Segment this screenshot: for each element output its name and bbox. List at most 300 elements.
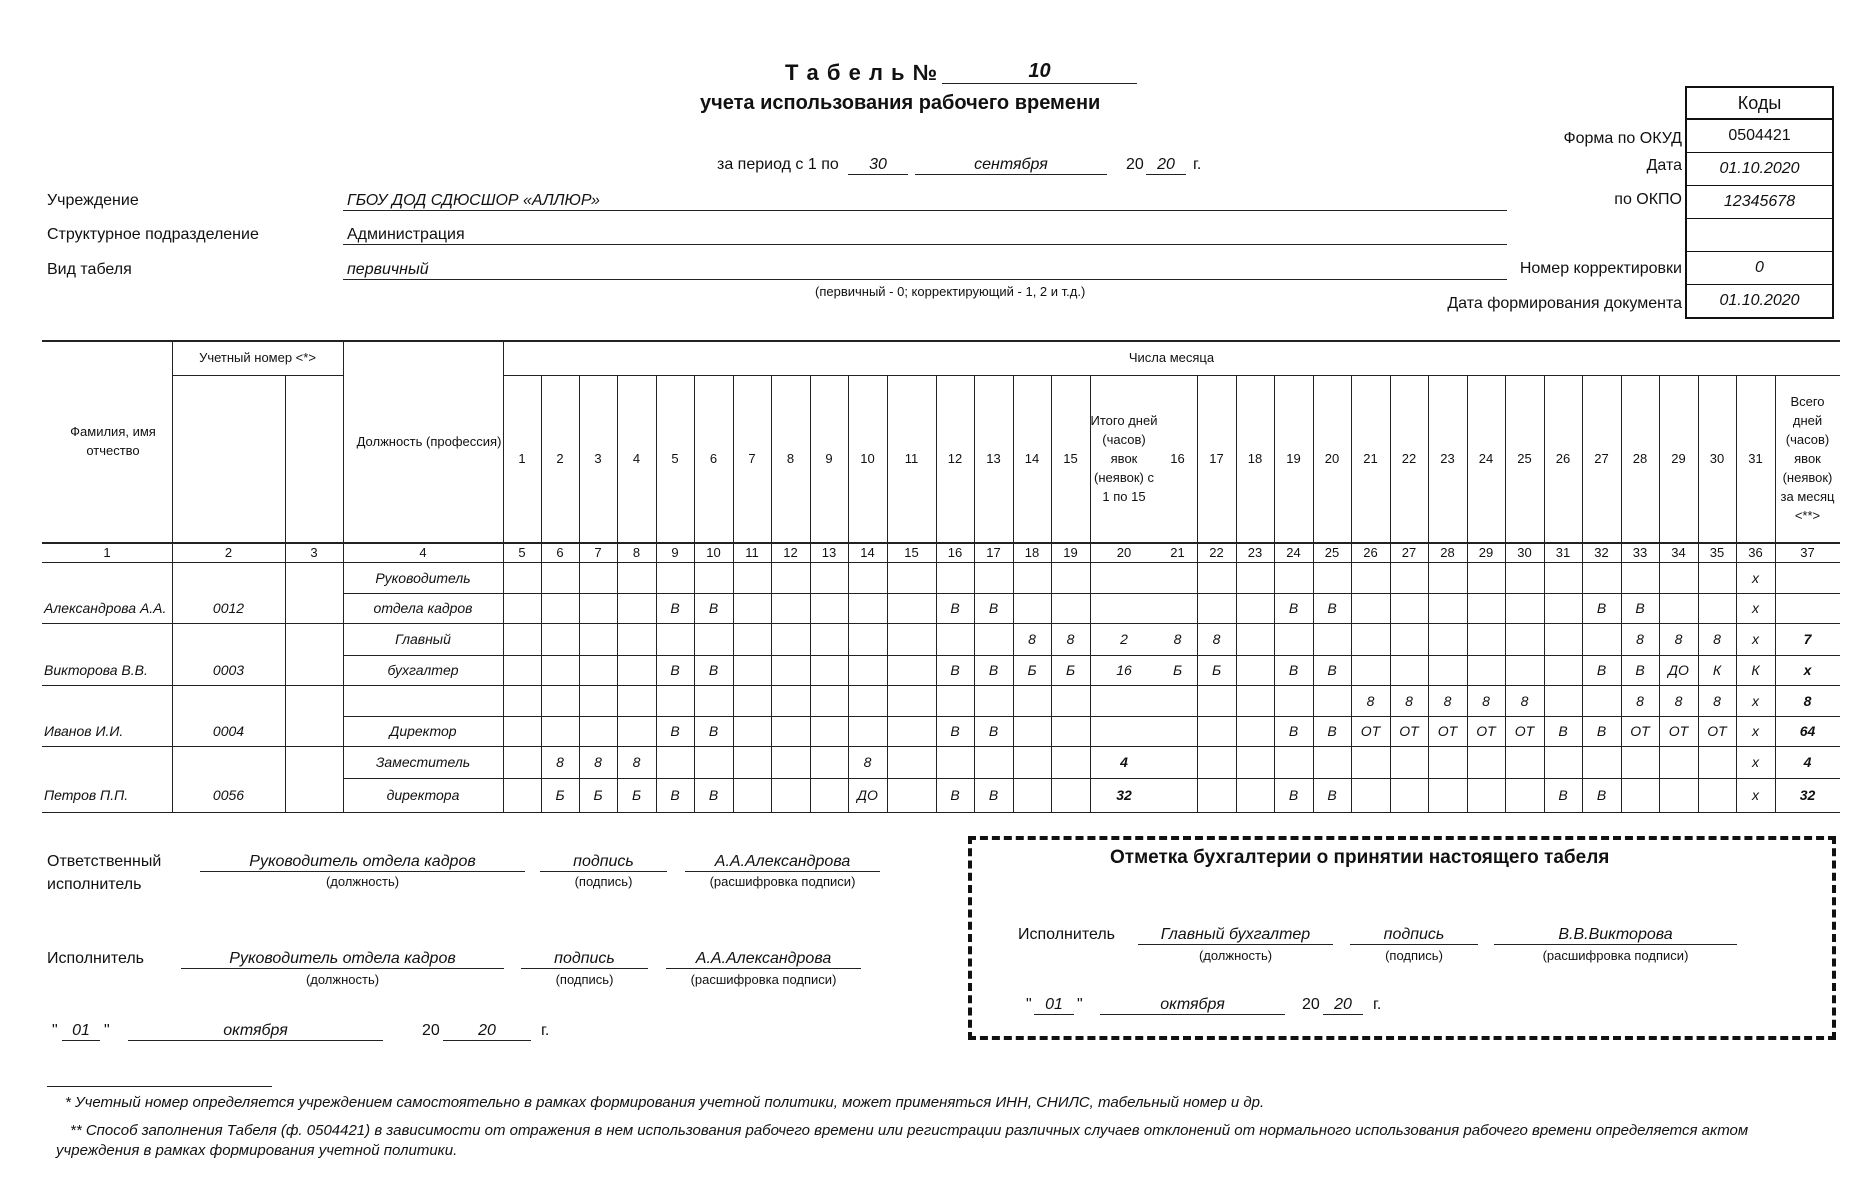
accounting-date-suffix: г. [1373, 996, 1382, 1013]
day-cell [694, 746, 733, 778]
day-header: 27 [1594, 451, 1609, 466]
employee-position: Руководитель [375, 569, 471, 586]
day-cell [771, 593, 810, 623]
exec-position-caption: (должность) [305, 972, 380, 987]
day-cell: В [988, 787, 999, 803]
day-cell: В [670, 662, 680, 678]
day-cell: x [1752, 569, 1759, 586]
day-cell [503, 655, 541, 685]
day-cell [1390, 746, 1428, 778]
day-cell [974, 685, 1013, 716]
day-cell [1236, 746, 1274, 778]
day-cell [1428, 593, 1467, 623]
day-cell [771, 685, 810, 716]
day-cell [1621, 562, 1659, 593]
day-cell [887, 623, 936, 655]
day-cell [1582, 746, 1621, 778]
column-number: 12 [783, 544, 798, 560]
day-cell [694, 623, 733, 655]
day-cell: 8 [594, 754, 602, 770]
day-cell: 8 [1636, 692, 1644, 709]
day-cell: В [1635, 662, 1645, 678]
day-header: 31 [1748, 451, 1763, 466]
subtotal-cell: 4 [1120, 754, 1128, 770]
day-header: 9 [825, 451, 833, 466]
day-cell [1236, 623, 1274, 655]
day-cell [617, 685, 656, 716]
day-cell: В [708, 662, 719, 678]
empty-code [1687, 219, 1832, 252]
day-cell: 32 [1799, 787, 1816, 803]
resp-label-2: исполнитель [47, 876, 142, 893]
day-cell: Б [1211, 662, 1222, 678]
column-header-total: Всего дней (часов) явок (неявок) за месяц <**> [1780, 394, 1835, 523]
day-cell [936, 562, 974, 593]
day-cell: В [988, 723, 999, 739]
day-header: 29 [1671, 451, 1686, 466]
resp-signature-caption: (подпись) [574, 874, 633, 889]
day-cell: В [708, 787, 719, 803]
day-cell [1621, 778, 1659, 812]
day-cell [887, 746, 936, 778]
day-cell [1158, 562, 1197, 593]
day-header: 6 [709, 451, 718, 466]
accounting-name: В.В.Викторова [1494, 926, 1737, 945]
day-cell [848, 685, 887, 716]
acc-date-quote-close: " [1077, 996, 1083, 1013]
day-cell: x [1752, 600, 1759, 616]
day-cell [771, 716, 810, 746]
day-cell [1236, 593, 1274, 623]
day-cell: 8 [1674, 692, 1683, 709]
date-quote-close: " [104, 1022, 110, 1039]
day-cell [1467, 623, 1505, 655]
day-cell: ОТ [1707, 723, 1727, 739]
day-cell: ДО [1668, 662, 1689, 678]
day-cell [1013, 778, 1051, 812]
day-cell [1013, 593, 1051, 623]
employee-account: 0004 [212, 723, 245, 739]
codes-box [1685, 86, 1834, 319]
day-cell: В [1288, 723, 1299, 739]
day-cell [541, 593, 579, 623]
day-cell [974, 562, 1013, 593]
day-cell [541, 623, 579, 655]
okud-value: 0504421 [1687, 120, 1832, 153]
day-cell: 8 [632, 754, 641, 770]
day-cell: В [988, 600, 999, 616]
day-cell [1428, 746, 1467, 778]
date-value: 01.10.2020 [1687, 153, 1832, 186]
day-cell [1274, 685, 1313, 716]
column-number: 35 [1709, 544, 1725, 560]
day-cell [1428, 655, 1467, 685]
resp-label-1: Ответственный [47, 853, 162, 870]
day-cell [1390, 593, 1428, 623]
day-cell: В [1596, 662, 1607, 678]
day-cell [617, 655, 656, 685]
day-cell: 8 [1482, 692, 1490, 709]
column-number: 26 [1363, 544, 1378, 560]
day-cell [1467, 746, 1505, 778]
day-cell [1390, 623, 1428, 655]
day-header: 21 [1363, 451, 1378, 466]
day-cell [1544, 655, 1582, 685]
day-cell: ОТ [1630, 723, 1650, 739]
day-cell: 64 [1799, 723, 1816, 739]
accounting-date-year: 20 [1323, 996, 1363, 1015]
day-header: 17 [1209, 451, 1224, 466]
day-cell: x [1752, 631, 1759, 647]
exec-signature-caption: (подпись) [555, 972, 614, 987]
day-cell [656, 562, 694, 593]
resp-name: А.А.Александрова [685, 853, 880, 872]
day-cell [733, 746, 771, 778]
day-cell: Б [1065, 662, 1076, 678]
day-cell [1051, 716, 1090, 746]
day-cell [1236, 685, 1274, 716]
day-cell [1313, 562, 1351, 593]
accounting-position: Главный бухгалтер [1138, 926, 1333, 945]
day-cell: 8 [1520, 692, 1529, 709]
day-header: 26 [1555, 451, 1571, 466]
day-cell [848, 623, 887, 655]
day-header: 16 [1170, 451, 1185, 466]
sign-date-suffix: г. [541, 1022, 550, 1039]
okud-label: Форма по ОКУД [1563, 130, 1682, 147]
employee-position: директора [386, 787, 460, 803]
day-cell: 8 [1366, 692, 1375, 709]
column-number: 4 [419, 544, 427, 560]
day-cell [1775, 593, 1840, 623]
day-cell: В [1558, 787, 1568, 803]
day-cell [1274, 623, 1313, 655]
day-cell [1013, 562, 1051, 593]
column-number: 18 [1024, 544, 1040, 560]
day-cell [810, 655, 848, 685]
employee-name: Петров П.П. [44, 787, 129, 803]
day-cell: 8 [1443, 692, 1452, 709]
accounting-position-caption: (должность) [1198, 948, 1273, 963]
day-cell: В [708, 600, 719, 616]
day-cell [1013, 746, 1051, 778]
day-cell: 8 [1803, 692, 1812, 709]
day-cell [694, 562, 733, 593]
day-cell [1544, 562, 1582, 593]
day-cell: Б [555, 787, 565, 803]
day-header: 5 [671, 451, 679, 466]
day-header: 28 [1632, 451, 1648, 466]
day-cell [810, 562, 848, 593]
day-cell [733, 562, 771, 593]
day-cell [733, 623, 771, 655]
day-cell [579, 562, 617, 593]
accounting-date-day: 01 [1034, 996, 1074, 1015]
day-cell [1158, 716, 1197, 746]
day-cell [1236, 778, 1274, 812]
day-cell [733, 685, 771, 716]
column-number: 34 [1671, 544, 1686, 560]
day-cell: В [708, 723, 719, 739]
day-cell [810, 746, 848, 778]
day-cell [503, 562, 541, 593]
day-cell [1158, 778, 1197, 812]
day-cell [541, 685, 579, 716]
footnote-divider [47, 1086, 272, 1087]
column-header-account: Учетный номер <*> [199, 350, 316, 365]
day-cell: 8 [1173, 631, 1182, 647]
date-quote-open: " [52, 1022, 58, 1039]
day-cell: В [950, 600, 960, 616]
day-cell [579, 655, 617, 685]
day-cell: ОТ [1514, 723, 1535, 739]
employee-position: Заместитель [375, 754, 471, 770]
day-cell [810, 778, 848, 812]
day-cell [848, 562, 887, 593]
footnote-2: ** Способ заполнения Табеля (ф. 0504421) в зависимости от отражения в нем использования рабочего времени или регистрации различных случаев отклонений от нормального использования рабочего времени определяется актом учреждения в рамках формирования учетной политики. [56, 1122, 1749, 1159]
day-cell [1197, 562, 1236, 593]
day-cell [503, 716, 541, 746]
exec-signature: подпись [521, 950, 648, 969]
day-cell [771, 623, 810, 655]
column-number: 6 [556, 544, 564, 560]
sign-date-year-prefix: 20 [422, 1022, 440, 1039]
day-header: 3 [594, 451, 602, 466]
day-cell [1544, 623, 1582, 655]
institution-label: Учреждение [47, 192, 139, 209]
day-cell [1659, 562, 1698, 593]
day-cell: x [1803, 662, 1812, 678]
column-number: 27 [1401, 544, 1417, 560]
column-number: 8 [632, 544, 641, 560]
day-cell: В [670, 723, 680, 739]
day-cell [1582, 562, 1621, 593]
subtotal-cell [1090, 593, 1158, 623]
day-cell [810, 623, 848, 655]
day-cell [1236, 716, 1274, 746]
day-cell [887, 655, 936, 685]
day-cell [656, 623, 694, 655]
division-label: Структурное подразделение [47, 226, 259, 243]
day-cell [1013, 685, 1051, 716]
sign-date-year: 20 [443, 1022, 531, 1041]
day-cell [810, 716, 848, 746]
employee-position: Главный [395, 631, 451, 647]
day-header: 19 [1286, 451, 1301, 466]
day-cell [887, 716, 936, 746]
day-cell: Б [1172, 662, 1183, 678]
institution-value: ГБОУ ДОД СДЮСШОР «АЛЛЮР» [343, 192, 1507, 211]
day-header: 20 [1324, 451, 1340, 466]
column-number: 31 [1555, 544, 1571, 560]
column-number: 23 [1247, 544, 1263, 560]
day-cell: В [1288, 662, 1299, 678]
resp-signature: подпись [540, 853, 667, 872]
period-year-suffix: г. [1193, 156, 1202, 173]
accounting-exec-label: Исполнитель [1018, 926, 1116, 943]
day-header: 18 [1247, 451, 1263, 466]
day-cell: Б [1027, 662, 1037, 678]
employee-account: 0012 [212, 600, 245, 616]
day-cell [1313, 746, 1351, 778]
day-cell: К [1751, 662, 1760, 678]
acc-date-quote-open: " [1026, 996, 1032, 1013]
employee-account: 0003 [212, 662, 245, 678]
day-cell: В [1558, 723, 1568, 739]
day-cell [887, 593, 936, 623]
exec-label: Исполнитель [47, 950, 145, 967]
day-header: 7 [748, 451, 756, 466]
column-number: 20 [1116, 544, 1132, 560]
day-cell [1274, 562, 1313, 593]
day-cell [1390, 655, 1428, 685]
day-cell: К [1712, 662, 1722, 678]
day-cell [1775, 562, 1840, 593]
day-header: 2 [556, 451, 564, 466]
day-cell [733, 593, 771, 623]
day-header: 22 [1401, 451, 1417, 466]
employee-name: Викторова В.В. [44, 662, 148, 678]
column-number: 14 [860, 544, 875, 560]
grid-line [172, 375, 343, 376]
day-cell: В [988, 662, 999, 678]
timesheet-title: Т а б е л ь № [785, 60, 939, 85]
day-cell: 8 [1212, 631, 1221, 647]
day-cell [1698, 778, 1736, 812]
day-cell: 4 [1803, 754, 1812, 770]
column-number: 37 [1800, 544, 1815, 560]
day-cell [974, 623, 1013, 655]
type-hint: (первичный - 0; корректирующий - 1, 2 и т.д.) [815, 284, 1086, 299]
day-cell [617, 562, 656, 593]
day-cell: 8 [1028, 631, 1036, 647]
column-number: 30 [1517, 544, 1532, 560]
day-cell [579, 623, 617, 655]
day-cell [1505, 562, 1544, 593]
day-cell [503, 623, 541, 655]
day-cell [1467, 562, 1505, 593]
day-cell [848, 655, 887, 685]
subtotal-cell [1090, 685, 1158, 716]
day-cell: x [1752, 754, 1759, 770]
day-cell [1505, 746, 1544, 778]
day-cell [771, 746, 810, 778]
day-cell: В [1288, 600, 1299, 616]
day-header: 25 [1517, 451, 1532, 466]
column-number: 2 [224, 544, 233, 560]
day-cell: В [950, 787, 960, 803]
day-cell [1659, 593, 1698, 623]
day-cell [887, 562, 936, 593]
day-cell [617, 593, 656, 623]
day-cell: ОТ [1437, 723, 1458, 739]
employee-position: бухгалтер [387, 662, 459, 678]
day-cell [1505, 593, 1544, 623]
day-cell [771, 562, 810, 593]
day-cell [1428, 623, 1467, 655]
grid-line [285, 375, 286, 812]
day-cell [541, 655, 579, 685]
day-cell: 7 [1803, 631, 1812, 647]
day-cell: 8 [1674, 631, 1683, 647]
day-cell: В [1635, 600, 1645, 616]
day-cell [1544, 685, 1582, 716]
day-cell [617, 716, 656, 746]
day-cell [1698, 746, 1736, 778]
day-cell [810, 593, 848, 623]
accounting-signature-caption: (подпись) [1385, 948, 1443, 963]
day-cell: 8 [863, 754, 872, 770]
subtotal-cell [1090, 716, 1158, 746]
day-cell: В [1327, 723, 1337, 739]
correction-value: 0 [1687, 252, 1832, 285]
column-header-position: Должность (профессия) [356, 433, 502, 449]
day-cell [656, 746, 694, 778]
column-number: 29 [1478, 544, 1494, 560]
column-number: 33 [1632, 544, 1648, 560]
column-header-days: Числа месяца [1128, 350, 1215, 365]
day-cell [1582, 623, 1621, 655]
period-day: 30 [848, 156, 908, 175]
column-number: 32 [1594, 544, 1609, 560]
accounting-date-month: октября [1100, 996, 1285, 1015]
day-cell [1313, 685, 1351, 716]
day-cell [1051, 685, 1090, 716]
day-cell [1467, 655, 1505, 685]
day-cell [1051, 746, 1090, 778]
day-cell [1544, 746, 1582, 778]
period-year-prefix: 20 [1126, 156, 1144, 173]
day-cell: В [1327, 662, 1337, 678]
column-number: 15 [904, 544, 919, 560]
day-cell: ДО [857, 787, 878, 803]
day-cell [579, 685, 617, 716]
day-cell: В [1288, 787, 1299, 803]
day-cell [1505, 778, 1544, 812]
codes-title: Коды [1687, 88, 1832, 120]
day-cell [1051, 593, 1090, 623]
subtotal-cell: 16 [1116, 662, 1132, 678]
day-cell [936, 685, 974, 716]
day-cell [1197, 685, 1236, 716]
doc-date-value: 01.10.2020 [1719, 292, 1800, 309]
column-header-fio: Фамилия, имя отчество [70, 424, 156, 458]
employee-name: Александрова А.А. [44, 600, 167, 616]
day-header: 24 [1478, 451, 1494, 466]
day-cell [1428, 778, 1467, 812]
timesheet-subtitle: учета использования рабочего времени [700, 92, 1101, 114]
day-cell: 8 [1636, 631, 1644, 647]
day-header: 15 [1063, 451, 1078, 466]
day-cell [1351, 623, 1390, 655]
day-cell [1158, 593, 1197, 623]
column-number: 19 [1063, 544, 1078, 560]
grid-line [42, 812, 1840, 813]
employee-position: отдела кадров [373, 600, 473, 616]
day-cell [887, 685, 936, 716]
accounting-signature: подпись [1350, 926, 1478, 945]
resp-position: Руководитель отдела кадров [200, 853, 525, 872]
column-header-subtotal: Итого дней (часов) явок (неявок) с 1 по 15 [1090, 413, 1158, 504]
day-cell [1698, 593, 1736, 623]
day-cell [1544, 593, 1582, 623]
day-cell [1197, 593, 1236, 623]
day-cell: x [1752, 787, 1759, 803]
day-cell [771, 778, 810, 812]
accounting-date-year-prefix: 20 [1302, 996, 1320, 1013]
employee-account: 0056 [212, 787, 245, 803]
day-cell [1158, 746, 1197, 778]
